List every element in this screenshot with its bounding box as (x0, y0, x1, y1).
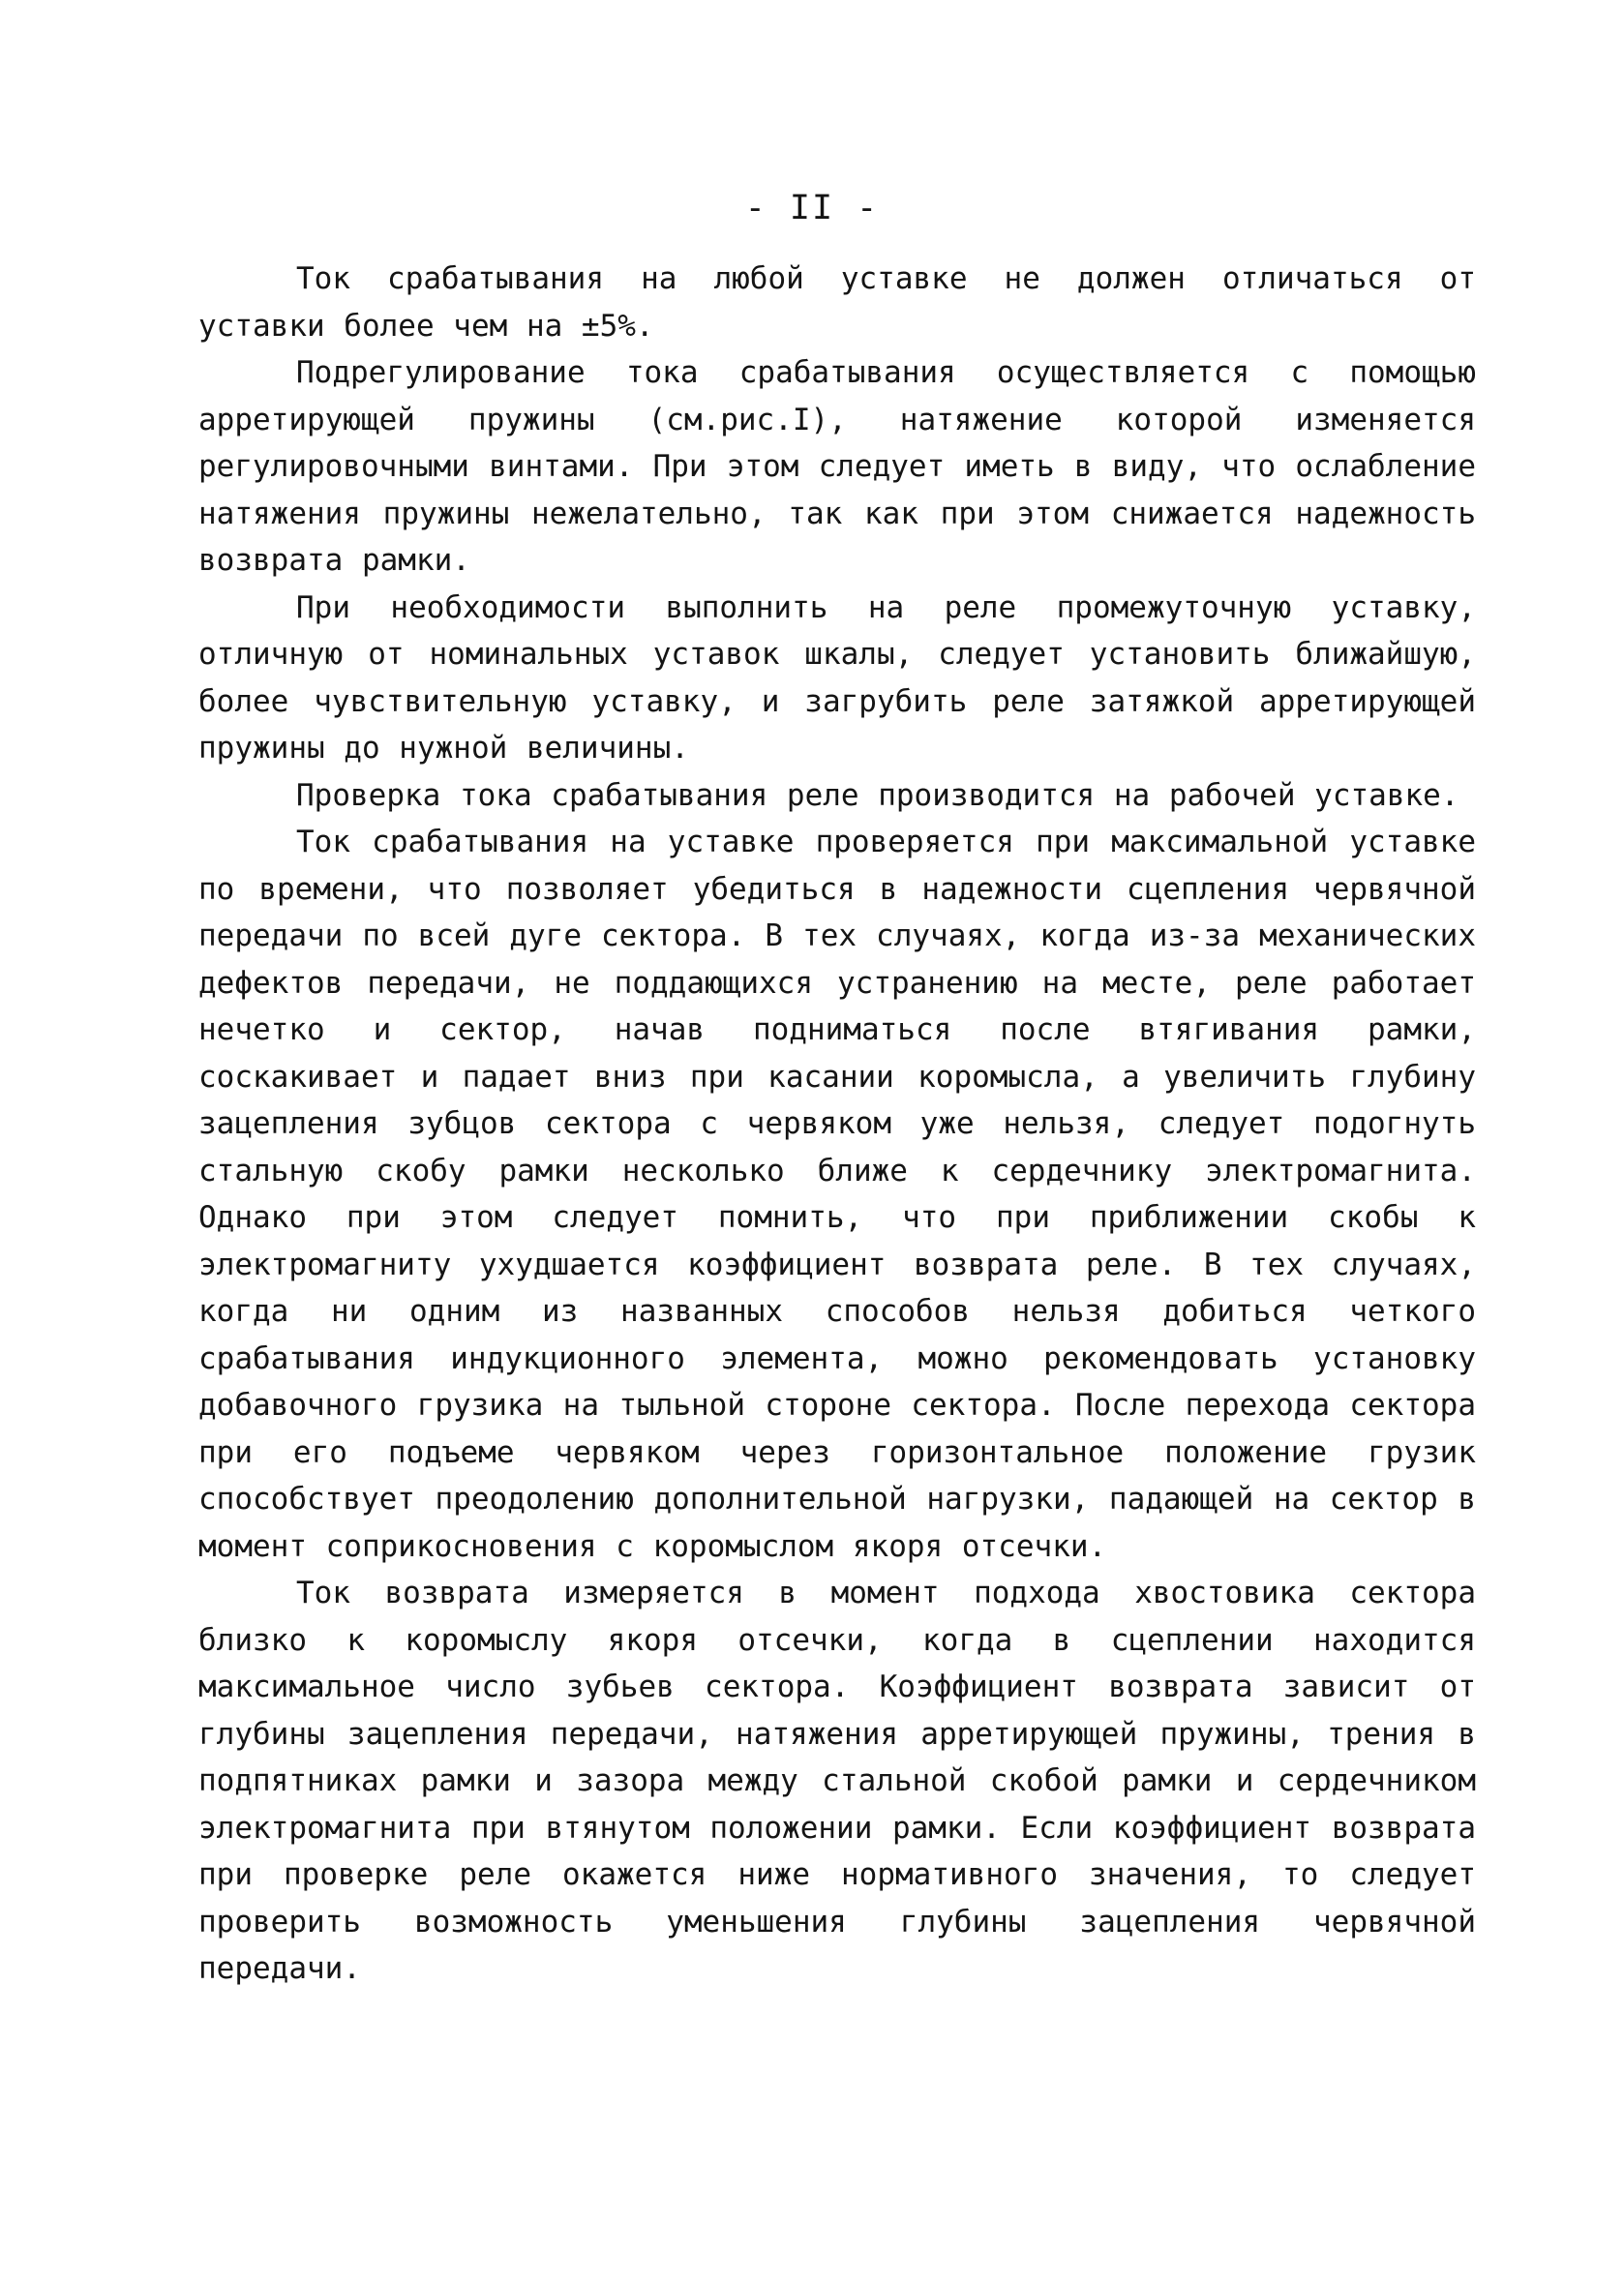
paragraph-worm-gear-check: Ток срабатывания на уставке проверяется при максимальной уставке по времени, что позволяет убедиться в надежности сцепления червячной передачи по всей дуге сектора. В тех случаях, когда из-за механических дефектов передачи, не поддающихся устранению на месте, реле работает нечетко и сектор, начав подниматься после втягивания рамки, соскакивает и падает вниз при касании коромысла, а увеличить глубину зацепления зубцов сектора с червяком уже нельзя, следует подогнуть стальную скобу рамки несколько ближе к сердечнику электромагнита. Однако при этом следует помнить, что при приближении скобы к электромагниту ухудшается коэффициент возврата реле. В тех случаях, когда ни одним из названных способов нельзя добиться четкого срабатывания индукционного элемента, можно рекомендовать установку добавочного грузика на тыльной стороне сектора. После перехода сектора при его подъеме червяком через горизонтальное положение грузик способствует преодолению дополнительной нагрузки, падающей на сектор в момент соприкосновения с коромыслом якоря отсечки. (198, 825, 1476, 1564)
paragraph-return-current: Ток возврата измеряется в момент подхода хвостовика сектора близко к коромыслу якоря отсечки, когда в сцеплении находится максимальное число зубьев сектора. Коэффициент возврата зависит от глубины зацепления передачи, натяжения арретирующей пружины, трения в подпятниках рамки и зазора между стальной скобой рамки и сердечником электромагнита при втянутом положении рамки. Если коэффициент возврата при проверке реле окажется ниже нормативного значения, то следует проверить возможность уменьшения глубины зацепления червячной передачи. (198, 1576, 1476, 1986)
paragraph-pickup-tolerance: Ток срабатывания на любой уставке не должен отличаться от уставки более чем на ±5%. (198, 261, 1476, 344)
paragraph-intermediate-setting: При необходимости выполнить на реле промежуточную уставку, отличную от номинальных уставок шкалы, следует установить ближайшую, более чувствительную уставку, и загрубить реле затяжкой арретирующей пружины до нужной величины. (198, 589, 1476, 766)
paragraph-spring-adjustment: Подрегулирование тока срабатывания осуществляется с помощью арретирующей пружины (см.рис.I), натяжение которой изменяется регулировочными винтами. При этом следует иметь в виду, что ослабление натяжения пружины нежелательно, так как при этом снижается надежность возврата рамки. (198, 355, 1476, 578)
body-text (198, 256, 1476, 1993)
page-number: - II - (744, 189, 880, 227)
paragraph-working-setting-check: Проверка тока срабатывания реле производится на рабочей уставке. (296, 777, 1459, 813)
